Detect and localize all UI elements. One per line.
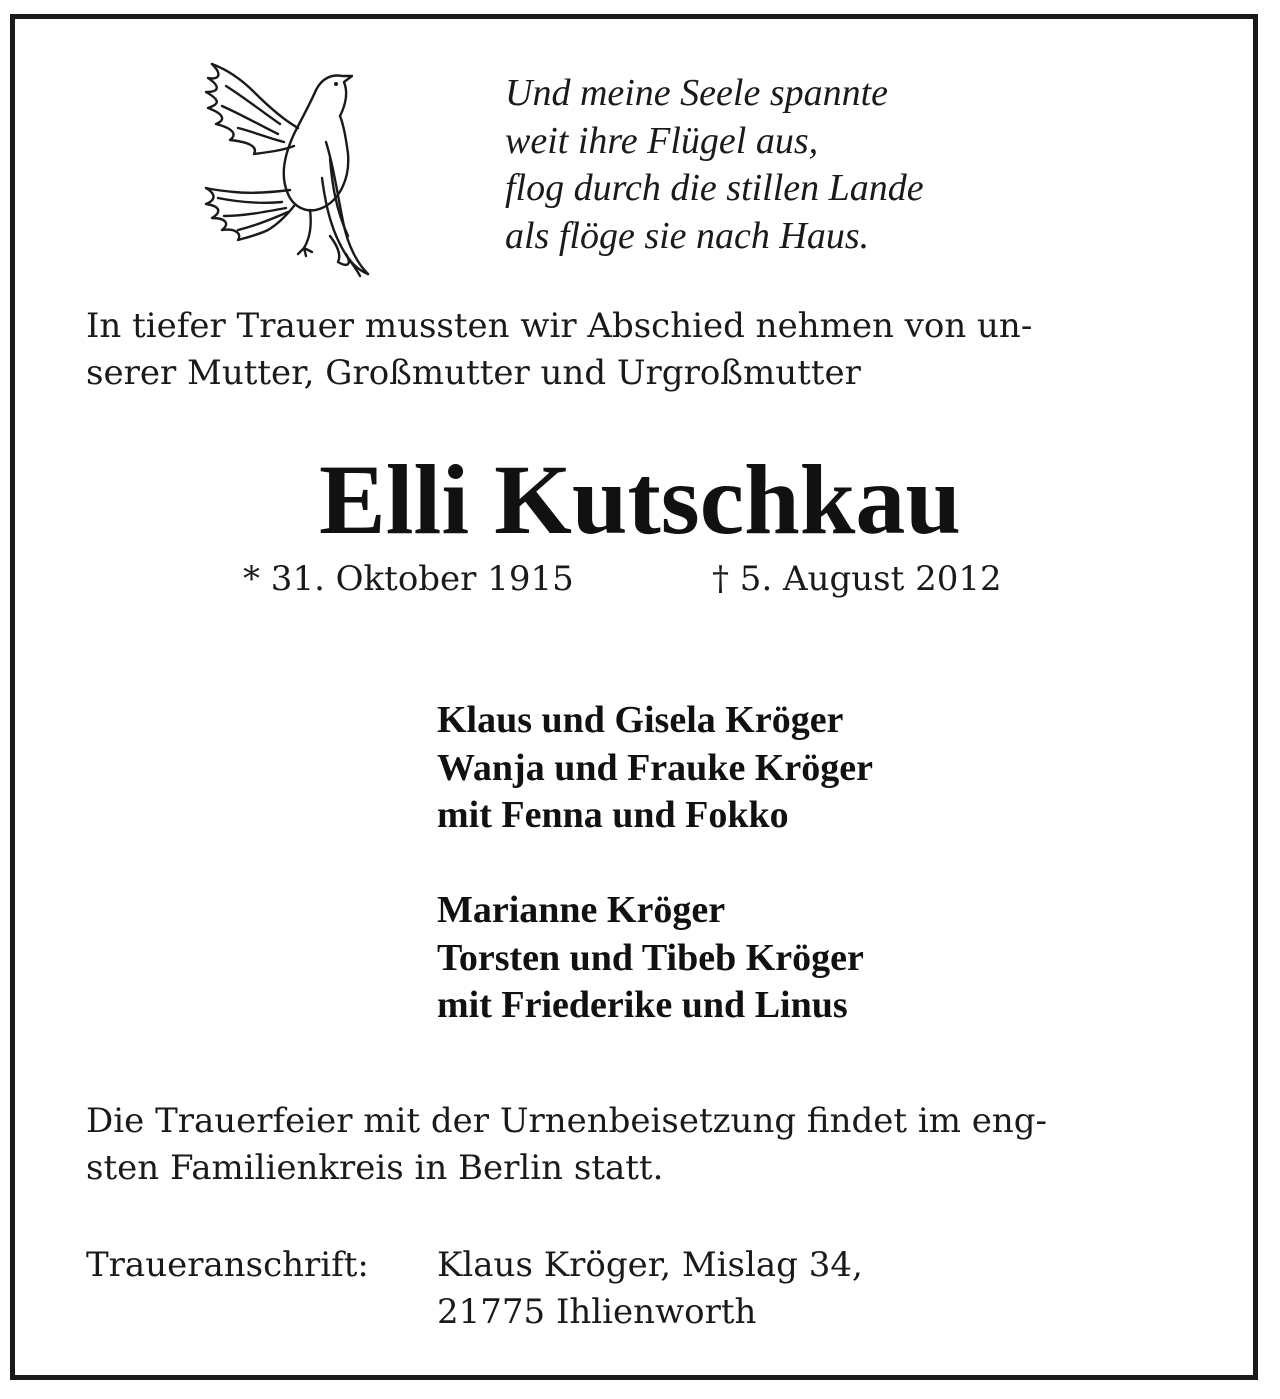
mourners-group-2 bbox=[437, 887, 864, 1030]
mourners-group-1 bbox=[437, 697, 873, 840]
deceased-name: Elli Kutschkau bbox=[319, 444, 961, 555]
mourner-line: mit Friederike und Linus bbox=[437, 984, 848, 1026]
poem-line: Und meine Seele spannte bbox=[505, 72, 889, 114]
address-label: Traueranschrift: bbox=[86, 1245, 369, 1285]
mourner-line: mit Fenna und Fokko bbox=[437, 794, 789, 836]
poem-verse bbox=[505, 70, 924, 260]
address-line: Klaus Kröger, Mislag 34, bbox=[437, 1245, 863, 1285]
address-line: 21775 Ihlienworth bbox=[437, 1292, 757, 1332]
intro-line: In tiefer Trauer mussten wir Abschied nehmen von un- bbox=[86, 306, 1033, 346]
mourning-address bbox=[437, 1242, 863, 1336]
birth-date: * 31. Oktober 1915 bbox=[243, 559, 574, 599]
poem-line: weit ihre Flügel aus, bbox=[505, 119, 819, 162]
mourner-line: Torsten und Tibeb Kröger bbox=[437, 936, 864, 979]
mourner-line: Marianne Kröger bbox=[437, 889, 726, 931]
ceremony-line: Die Trauerfeier mit der Urnenbeisetzung findet im eng- bbox=[86, 1101, 1048, 1141]
ceremony-text bbox=[86, 1098, 1047, 1192]
intro-text bbox=[86, 303, 1201, 397]
ceremony-line: sten Familienkreis in Berlin statt. bbox=[86, 1148, 664, 1188]
intro-line: serer Mutter, Großmutter und Urgroßmutter bbox=[86, 353, 861, 393]
mourner-line: Klaus und Gisela Kröger bbox=[437, 699, 844, 741]
death-date: † 5. August 2012 bbox=[712, 559, 1002, 599]
poem-line: als flöge sie nach Haus. bbox=[505, 214, 870, 257]
dove-icon bbox=[198, 58, 394, 280]
poem-line: flog durch die stillen Lande bbox=[505, 167, 924, 209]
mourner-line: Wanja und Frauke Kröger bbox=[437, 746, 873, 789]
